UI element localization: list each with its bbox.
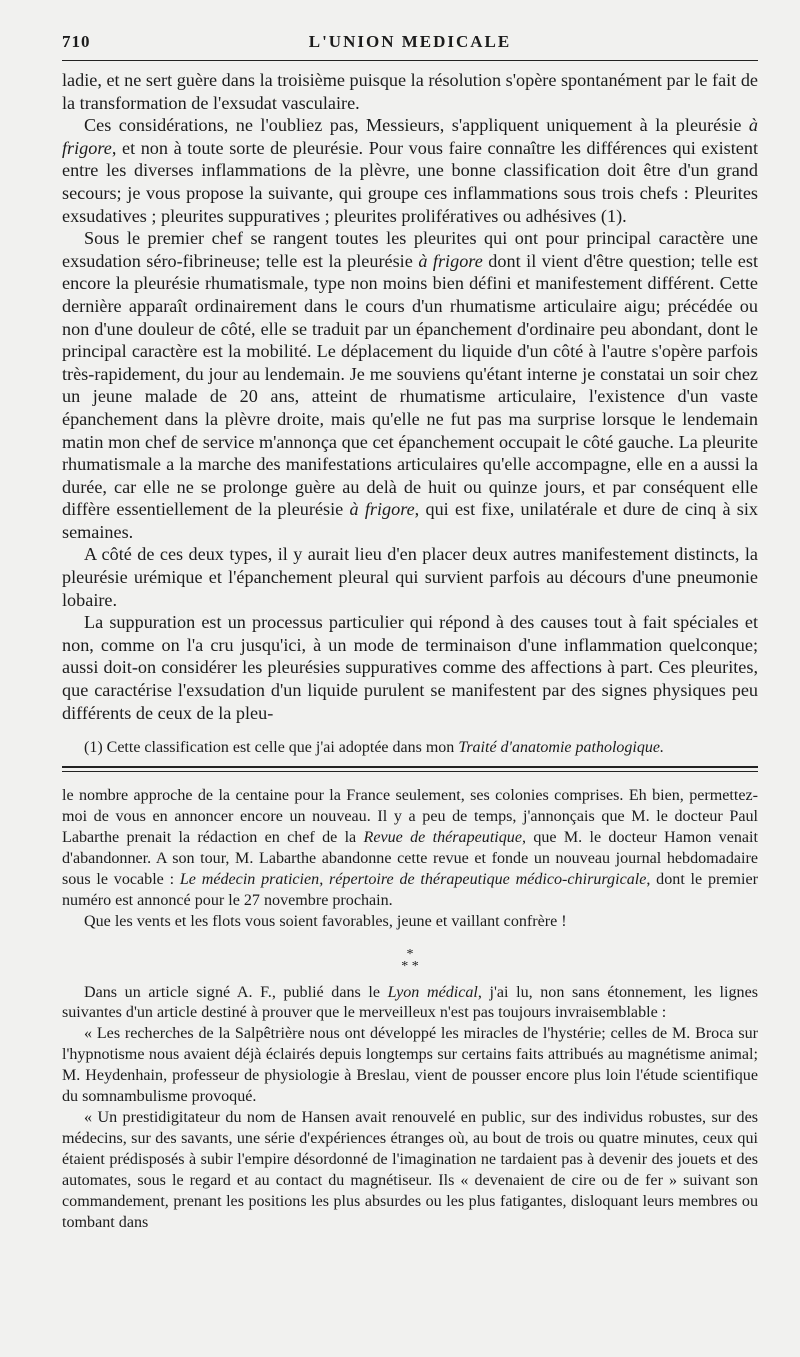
header-rule — [62, 60, 758, 61]
paragraph: Ces considérations, ne l'oubliez pas, Messieurs, s'appliquent uniquement à la pleurésie à frigore, et non à toute sorte de pleurésie. Pour vous faire connaître les différences qui existent entre les diverses inflammations de la plèvre, une bonne classification doit être d'un grand secours; je vous propose la suivante, qui groupe ces inflammations sous trois chefs : Pleurites exsudatives ; pleurites suppuratives ; pleurites prolifératives ou adhésives (1). — [62, 115, 758, 226]
footnote: (1) Cette classification est celle que j'ai adoptée dans mon Traité d'anatomie pathologique. — [84, 739, 664, 757]
paragraph: Sous le premier chef se rangent toutes les pleurites qui ont pour principal caractère une exsudation séro-fibrineuse; telle est la pleurésie à frigore dont il vient d'être question; telle est encore la pleurésie rhumatismale, type non moins bien défini et manifestement différent. Cette dernière apparaît ordinairement dans le cours d'un rhumatisme articulaire aigu; précédée ou non d'une douleur de côté, elle se traduit par un épanchement d'ordinaire peu abondant, dont le principal caractère est la mobilité. Le déplacement du liquide d'un côté à l'autre s'opère parfois très-rapidement, du jour au lendemain. Je me souviens qu'étant interne je constatai un soir chez un jeune malade de 20 ans, atteint de rhumatisme articulaire, l'existence d'un vaste épanchement dans la plèvre droite, mais qu'elle ne fut pas ma surprise lorsque le lendemain matin mon chef de service m'annonça que cet épanchement occupait le côté gauche. La pleurite rhumatismale a la marche des manifestations articulaires qu'elle accompagne, elle en a aussi la durée, car elle ne se prolonge guère au delà de huit ou quinze jours, et par conséquent elle diffère essentiellement de la pleurésie à frigore, qui est fixe, unilatérale et dure de cinq à six semaines. — [62, 228, 759, 542]
paragraph: le nombre approche de la centaine pour la France seulement, ses colonies comprises. Eh bien, permettez-moi de vous en annoncer encore un nouveau. Il y a peu de temps, j'annonçais que M. le docteur Paul Labarthe prenait la rédaction en chef de la Revue de thérapeutique, que M. le docteur Hamon venait d'abandonner. A son tour, M. Labarthe abandonne cette revue et fonde un nouveau journal hebdomadaire sous le vocable : Le médecin praticien, répertoire de thérapeutique médico-chirurgicale, dont le premier numéro est annoncé pour le 27 novembre prochain. — [62, 787, 759, 909]
paragraph: « Les recherches de la Salpêtrière nous ont développé les miracles de l'hystérie; celles de M. Broca sur l'hypnotisme nous avaient déjà éclairés depuis longtemps sur certains faits attribués au magnétisme animal; M. Heydenhain, professeur de physiologie à Breslau, vient de pousser encore plus loin l'étude scientifique du somnambulisme provoqué. — [62, 1025, 758, 1106]
section-separator: * * * — [401, 946, 419, 974]
paragraph: Que les vents et les flots vous soient favorables, jeune et vaillant confrère ! — [84, 912, 567, 930]
page-header — [62, 28, 758, 58]
page-number: 710 — [62, 32, 91, 51]
paragraph: « Un prestidigitateur du nom de Hansen avait renouvelé en public, sur des individus robustes, sur des médecins, sur des savants, une série d'expériences étranges où, au bout de trois ou quatre minutes, ceux qui étaient prédisposés à subir l'empire désordonné de l'imagination ne tardaient pas à devenir des jouets et des automates, sous le regard et au contact du magnétiseur. Ils « devenaient de cire ou de fer » suivant son commandement, prenant les positions les plus absurdes ou les plus fatigantes, disloquant leurs membres ou tombant dans — [62, 1109, 758, 1231]
main-text — [62, 69, 758, 724]
feuilleton-divider — [62, 766, 758, 772]
paragraph: A côté de ces deux types, il y aurait lieu d'en placer deux autres manifestement distincts, la pleurésie urémique et l'épanchement pleural qui survient parfois au décours d'une pneumonie lobaire. — [62, 544, 758, 610]
paragraph: La suppuration est un processus particulier qui répond à des causes tout à fait spéciales et non, comme on l'a cru jusqu'ici, à un mode de terminaison d'une inflammation quelconque; aussi doit-on considérer les pleurésies suppuratives comme des affections à part. Ces pleurites, que caractérise l'exsudation d'un liquide purulent se manifestent par des signes physiques peu différents de ceux de la pleu- — [62, 612, 758, 723]
running-title: L'UNION MEDICALE — [308, 32, 512, 51]
feuilleton-text — [62, 786, 758, 1233]
paragraph: ladie, et ne sert guère dans la troisième puisque la résolution s'opère spontanément par le fait de la transformation de l'exsudat vasculaire. — [62, 70, 758, 113]
paragraph: Dans un article signé A. F., publié dans le Lyon médical, j'ai lu, non sans étonnement, les lignes suivantes d'un article destiné à prouver que le merveilleux n'est pas toujours invraisemblable : — [62, 983, 758, 1022]
